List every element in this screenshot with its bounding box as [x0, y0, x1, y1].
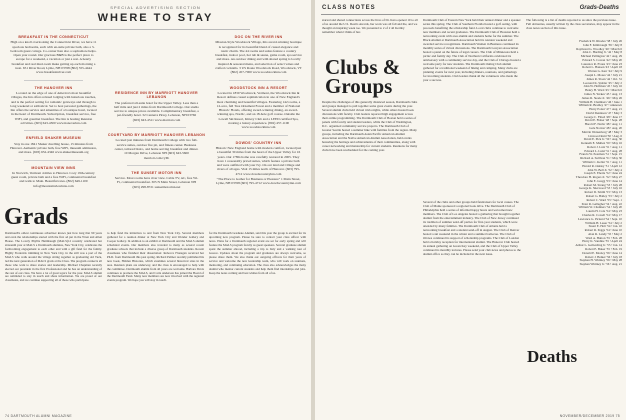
divider — [24, 80, 83, 81]
divider — [127, 165, 186, 166]
death-entry: Robert G. Bailey '53 • July 2 — [585, 194, 622, 199]
death-entry: Michael Pellington '42 • Aug. 29 — [580, 54, 622, 59]
ad-listing — [209, 86, 308, 136]
death-entry: Harold R. Oakley '51 • April 12 — [582, 163, 622, 168]
death-entry: Marvin Weisenborg '48 • May 3 — [581, 129, 622, 134]
ad-listing — [107, 91, 206, 128]
death-entry: Harry K. Vandine '55 • April 24 — [582, 239, 622, 244]
deaths-heading: Deaths — [527, 347, 578, 366]
death-entry: James N. Yerkes '45 • Aug. 13 — [584, 91, 622, 96]
clubs-column-2: Dartmouth Club of Eastern New York held their annual dinner and a speaker series this spring. The Club of Southern Florida hosted a golf outing, with proceeds benefiting the scholarship fund. Local clubs continue to welcome new members and recent graduates. The Dartmouth Club of Houston held a networking event with area alumni and students home for the summer. The Black Alumni at Dartmouth Association held its reunion weekend and awarded service recognitions. Dartmouth Women in Business continued its monthly series of virtual discussions. The Dartmouth Lawyers Association hosted a panel on the future of legal careers. The Club of Minnesota held a picnic and family day. The Club of Northern California celebrated its anniversary with a community service day, and the Club of Chicago hosted a welcome party for new students. The Dartmouth Outing Club alumni gathered for a traditional weekend of hiking and camping. Many clubs are planning events for next year, including dinners, reunions, and gatherings for incoming students. Club leaders thank all the volunteers who made the year a success. — [423, 18, 521, 82]
death-entry: Theodore H. Rogers Jr. '52 • May 27 — [575, 175, 622, 180]
death-entry: Ward A. Hutton '55 • Feb. 28 — [585, 235, 622, 240]
clubs-column-2b: Several of the clubs and other groups held fundraisers for local causes. The Club of Maine sponsored a regional book drive. The Dartmouth Club of Philadelphia held a series of informal happy hours and welcomed new members. The Club of Los Angeles hosted a gathering that brought together alumni from the entertainment industry. The Club of New Jersey continued its tradition of summer send-off parties for first-year students, which were attended by many families. The Dartmouth Club of Atlanta held a networking breakfast and a student send-off in August. The Club of Denver hosted a ski weekend in the winter and a summer barbecue. The Club of Ottawa continued its support of scholarship programs. The Club of London held a holiday reception for international alumni. The Hanover Club hosted its annual gathering on Green Key weekend, and the Club of Upper Valley continued its monthly lectures. Please send your club news and photos to the alumni office so they can be included in the next issue. — [423, 200, 521, 256]
divider — [229, 135, 288, 136]
death-entry: John E. Gregg '53 • June 14 — [587, 178, 622, 183]
ad-listing — [209, 141, 308, 176]
divider — [24, 160, 83, 161]
ad-name: THE SUNSET MOTOR INN — [131, 170, 182, 175]
death-entry: Donald E. Mosley '56 • June 14 — [582, 250, 622, 255]
ad-body: In Norwich, Vermont 4 miles to Hanover. Cozy 19th-century guest room, private bath and a free WiFi, continental breakfast and walk to Main. Beautiful rates. (802) 649-1100 info@mountainviewinns.com — [11, 170, 96, 188]
death-entry: Warren G. Kerr '44 • July 9 — [587, 69, 622, 74]
clubs-heading-line-1: Clubs & — [325, 55, 401, 79]
death-entry: Arthur L. Gerberding Jr. '55 • Jan. 14 — [575, 243, 622, 248]
death-entry: Robert L. Hansen '43 • April 18 — [582, 65, 622, 70]
ad-name: ENFIELD SHAKER MUSEUM — [26, 136, 81, 141]
death-entry: Francis W. Pearman '51 • Sept. 15 — [579, 152, 622, 157]
death-entry: Charles R. Cowell '54 • May 17 — [582, 212, 622, 217]
death-entry: Stuart E. Holt '54 • Jan. 10 — [588, 224, 622, 229]
death-entry: Robert J. Heiker '56 • July 18 — [585, 254, 622, 259]
ad-body: Stay in one 1841 Shaker dwelling house, 15 minutes from Hanover. Authentic private bath, free WiFi, museum admission, and more. (603) 632-4346 www.shakermuseum.org — [10, 141, 97, 155]
divider — [321, 14, 620, 15]
ad-listing — [107, 171, 206, 189]
death-entry: Edward S. Cowan '42 • May 20 — [582, 57, 622, 62]
death-entry: William H. Chambers '46 • June 1 — [579, 99, 622, 104]
ads-column-3 — [209, 30, 308, 186]
death-entry: William R. Bradley '47 • unknown — [578, 103, 622, 108]
where-to-stay-title: WHERE TO STAY — [97, 12, 214, 24]
death-entry: Stephen Whitney Jr. '56 • Aug. 21 — [579, 262, 622, 267]
page-footer-left: 74 DARTMOUTH ALUMNI MAGAZINE — [5, 414, 72, 418]
divider — [24, 130, 83, 131]
ads-column-1 — [4, 30, 103, 188]
ad-listing — [209, 35, 308, 81]
ad-name: MOUNTAIN VIEW INNS — [31, 165, 76, 170]
ad-name: COURTYARD BY MARRIOTT HANOVER LEBANON — [107, 133, 206, 138]
death-entry: John W. Bell Jr. '52 • July 4 — [587, 167, 622, 172]
ad-name: BREAKFAST IN THE CONNECTICUT — [18, 35, 89, 39]
ad-body: Mission-Style Woodstock Village, this award-winning boutique is recognized for its beautiful blend of casual elegance and rustic charm. The 44 rooms and suites feature a country breakfast, indoor pool, hot tub & sauna, game room, spa service and more. An outdoor dining and with shared spring is locally inspired & seasonal menu, and selection of select wines and crafted cocktails. 3 US Route Woodstock Road, Woodstock, VT (802) 457-7000 www.woodstockinn.com — [215, 40, 302, 75]
ad-body: Historic New England home with modern comfort, located just a beautiful 30 miles from the heart of the Upper Valley for 16 years. Our 1780s home was carefully restored in 2005. They have 1 reasonably priced suites, which feature a private bath and were outfitted with your Ivy. On our land and village and rivers of all ages. Visit 15 miles north of Hanover. (603) 795-4712 www.dowdscountryinn.com — [215, 145, 302, 176]
ad-listing — [4, 136, 103, 160]
death-entry: Leonard K. Stabler '45 • July 2 — [583, 80, 622, 85]
death-entry: Laurence R. Evans '43 • June 23 — [581, 61, 622, 66]
death-entry: William W. Chalmers '54 • July 20 — [578, 205, 622, 210]
death-entry: Joseph L. Moses '44 • July 21 — [584, 73, 622, 78]
clubs-heading — [325, 55, 401, 98]
deaths-list — [526, 40, 622, 342]
death-entry: James R. Steele Jr. '46 • May 26 — [581, 95, 622, 100]
death-entry: David E. Fisher '48 • Sept. 28 — [584, 118, 622, 123]
death-entry: Robert R. Peggs '54 • June 10 — [584, 228, 622, 233]
death-entry: Harold F. Nevin '48 • Aug. 11 — [584, 122, 622, 127]
death-entry: Robert M. Strang '53 • July 28 — [583, 182, 622, 187]
ads-column-2 — [107, 86, 206, 189]
clubs-heading-line-2: Groups — [325, 74, 393, 98]
clubs-column-1: Despite the challenges of this generally distanced season, Dartmouth clubs and groups managed to pull together some great events during the year. Several alumni clubs held virtual trivia nights, while others hosted book discussions with faculty. Club leaders reported high engagement across their online programming. The Dartmouth Club of Boston held a series of panels with faculty and student leaders, while the Club of Washington, D.C. organized community service projects. The Dartmouth Club of Greater Seattle hosted a summer hike with families from the region. Many groups, including the Dartmouth Asian Pacific American Alumni Association and the Native American Alumni Association, held events honoring the heritage and achievements of their communities, along with career networking and mentorship for current students. Reunions for many clubs have been rescheduled for the coming year. — [322, 100, 418, 152]
ad-listing — [209, 177, 308, 186]
page-footer-right: NOVEMBER/DECEMBER 2019 75 — [559, 414, 620, 418]
death-entry: James R. Sloan '44 • Oct. 31 — [586, 76, 622, 81]
death-entry: Gale Norton '48 • Aug. 20 — [589, 125, 622, 130]
death-entry: Laurin H. Cole '54 • May 23 — [586, 209, 622, 214]
death-entry: John C. Harding Jr. '42 • May 8 — [582, 50, 622, 55]
grads-heading: Grads — [4, 204, 69, 230]
grads-column-1: Dartmouth's oldest continuous advertiser knows just how long that 99 years and even the relationships started with the first ad put in the Wren and Allen House. The Lovely Phyllis Heimbaugh (MALS)12 recently celebrated her sixteenth year at MALS a Dartmouth alumnus, New York City, celebrates the forthcoming engagement to each other and with a gift fund for the family. Highly Frederick trimming in New York City, in the still was a part of the MALS who walk around the village sitting together as graduating old Tuck, led the next generation of MALS grads at the Class. The program connects all those who want to share stories and leadership. Michael Chapman recently elected our president in the first Professional and he has an understanding of the rest of our class. We have a lot of great topics for the year. MALS alumni are reminded to stay in touch and share information. We are proud of our classmates, and we continue supporting all of those who participate. — [5, 231, 102, 283]
death-entry: Henry H. Ward '45 • March 6 — [585, 88, 622, 93]
death-entry: Linwood Reid '50 • Aug. 6 — [588, 133, 622, 138]
death-entry: George K. Sherwood '53 • July 16 — [579, 186, 622, 191]
death-entry: John W. Hoffman '45 • July 16 — [583, 84, 622, 89]
ad-body: High on a knoll overlooking the Connecticut River, we have 11 spacious bedrooms, each with en-suite private bath, also a 3-bedroom guest cottage. Co-owner Ken also a sophomore helps. Open year round. Our gracious B&B is the perfect place to escape for a weekend, a vacation or just a rest. A hearty breakfast and real mud-room make getting up each morning a treat. 651 River Road, Lyme, NH 03768 (802) 355-4444 www.breakfastnriver.com — [10, 40, 97, 75]
ad-name: THE HANOVER INN — [34, 85, 73, 90]
ad-listing — [4, 166, 103, 188]
ad-name: WOODSTOCK INN & RESORT — [229, 85, 288, 90]
death-entry: William H. Lauer '54 • July 2 — [585, 220, 622, 225]
death-entry: Alan R. Landy '55 • May 2 — [588, 231, 622, 236]
ad-body: "The Place to Gather for Business or Pleasure" 1 Main Street, Lyme, NH 03768 (603) 795-4712 www.dowdscountryinn.com — [216, 177, 301, 186]
death-entry: Joseph E. Eberle '52 • June 24 — [584, 171, 622, 176]
death-entry: Edward L. Luisi '51 • Aug. 28 — [584, 148, 622, 153]
left-page — [0, 0, 311, 420]
death-entry: Robert J. Lutz '51 • Aug. 11 — [587, 144, 622, 149]
ad-body: Service. Most rooms have river view. Cable TV, AC, free Wi-Fi, continental breakfast. 305 N Main Street, Lebanon NH (603) 298-8721 sunsetmotorinn.net — [114, 176, 199, 189]
death-entry: Harry Potter '47 • Aug. 21 — [589, 107, 622, 112]
ad-name: DOWDS' COUNTRY INN — [235, 140, 282, 145]
class-notes-intro: started and shared connections across the lives of Dr. Kara opened 10 to all of us around the U.S. Dean's Awards, her work was all fall and the, and we thought an inspiring week too. We presented to 2 of 2 all Kernby remember when I think of her. — [322, 18, 418, 34]
divider — [229, 80, 288, 81]
death-entry: Robert E. Baker '55 • Feb. 19 — [585, 246, 622, 251]
ad-body: Located just minutes from Dartmouth College with two full-service suites, outdoor fire pit, and fitness center. Business center, tailored bistro, and home serving breakfast and dinner. 10 Morgan Drive, Lebanon NH (603) 643-5600 marriott.com/cyllb — [114, 138, 199, 160]
death-entry: Robert C. Ward '53 • Sept. 1 — [586, 197, 622, 202]
death-entry: William C. Keller '51 • Aug. 11 — [582, 160, 622, 164]
death-entry: George C. Fitted '48 • June 17 — [584, 114, 622, 119]
divider — [127, 127, 186, 128]
death-entry: John F. Kimbrough '39 • July 8 — [582, 42, 622, 47]
grads-column-2: to help fund the initiatives to and from New York City. Several members gathered for a reunion dinner at New York City and Wonder Gallery and Cooper Gallery. In addition to an exhibit at Dartmouth and the MALS alumni scheduled events. Our members also traveled to many as several recent graduate schools that include a diverse group of Dartmouth students. Recent classmates who finished their dissertation: Rebecca Flanagan received her Ph.D. from Dartmouth this past spring. Richard Palmer recently published his new book, Hidden Histories, which examines several historical sites in the area. Reunion plans are underway, and the class is encouraged to help with the committee. Dartmouth alumni from all years are welcome. Barbara Davis continues to promote the MALS, and Carla Anderson has joined the Board of the Dartmouth Fund. Many new members are now involved with the regional events program. We hope you will stay in touch. — [107, 231, 204, 283]
special-advertising-kicker: SPECIAL ADVERTISING SECTION — [110, 5, 201, 10]
death-entry: Lawrence G. Pickard '54 • Sept. 10 — [577, 216, 622, 221]
ad-listing — [107, 133, 206, 166]
running-head-section: Grads-Deaths — [579, 5, 619, 11]
grads-column-3: for the Dartmouth Graduate Alumni, said this year the group is excited for its upcoming new program. Please be sure to contact your class officer with news. Plans for a Dartmouth regional event are set for early spring and will feature the MALS program faculty as guest speakers. Several graduate alumni spent the summer abroad, including a trip to Italy and a walking tour of Greece. Updates about the program and graduates are always welcome, so please share them. We also thank our outgoing officers for their years of service and welcome the new leadership team, who will work on reunions, mentoring, and continuing education. The class also acknowledges the many alumni who mentor current students and help them find internships and jobs. Keep the notes coming and best wishes from all of us. — [209, 231, 306, 275]
ad-body: Located on the edge of one of America's most beautiful villages, the Inn offers relaxed lodging with luxurious touches, and is the perfect setting for romantic getaways and through to long weekend or sabbatical. Set to host personal gatherings, the Inn offers the service and amenities of a boutique hotel, located in the heart of Dartmouth. Subscription, breakfast service, free WiFi, and gourmet breakfast. The Inn is hosting Reunion activities. (603) 643-4300 www.hanoverinn.com — [10, 90, 97, 126]
deaths-intro: The following is a list of deaths reported to us since the previous issue. Full obituaries, usually written by the class secretaries, may appear in the class notes section of this issue. — [526, 18, 620, 30]
death-entry: Stephen H. Whitney '56 • May 28 — [579, 258, 622, 263]
death-entry: Richard A. Sullivan '51 • May 30 — [580, 156, 622, 161]
ad-name: DOC ON THE RIVER INN — [234, 35, 283, 39]
ad-listing — [4, 35, 103, 81]
running-head-class-notes: CLASS NOTES — [322, 5, 376, 11]
death-entry: Peter R. Gallagher '54 • Aug. 22 — [581, 201, 622, 206]
death-entry: David Dennison '47 • May 3 — [586, 110, 622, 115]
death-entry: Kenneth E. Mullen '50 • May 16 — [581, 141, 622, 146]
ad-body: The preferred all-suite hotel for the Upper Valley. Less than a half mile and just 2 miles from Dartmouth College. Our studio service to unique prices available. Complimentary breakfast, a pet-friendly hotel. 32 Centerra Pkwy, Lebanon, NH 03766 (603) 643-4511 www.marriott.com — [114, 100, 199, 122]
right-page — [315, 0, 626, 420]
death-entry: Raymond G. Woodley '40 • March 6 — [576, 46, 622, 51]
death-entry: Frederick W. Rhodes '38 • July 26 — [579, 40, 622, 43]
ad-body: Located in 1830 Woodstock, Vermont, the Woodstock Inn & Resort defines casual sophistication in one of New England's most charming and beautiful villages. Featuring 142 rooms, a 12-acre, full Tree Ornament Forest and a member of National Historic Hotels, offering award-winning dining, an award-winning spa, Nordic, and an 18-hole golf course. Outside the Lowell Ski Resort, Kittery Club and a LEED certified Spa, creating a luxury experience. (802) 457-1100 www.woodstockinn.com — [216, 90, 301, 130]
death-entry: Robert D. Smith '53 • May 13 — [584, 190, 622, 195]
ad-listing — [4, 86, 103, 132]
ad-name: RESIDENCE INN BY MARRIOTT HANOVER LEBANON — [115, 91, 198, 100]
death-entry: David E. Pick Jr. '50 • Aug. 30 — [583, 137, 622, 142]
